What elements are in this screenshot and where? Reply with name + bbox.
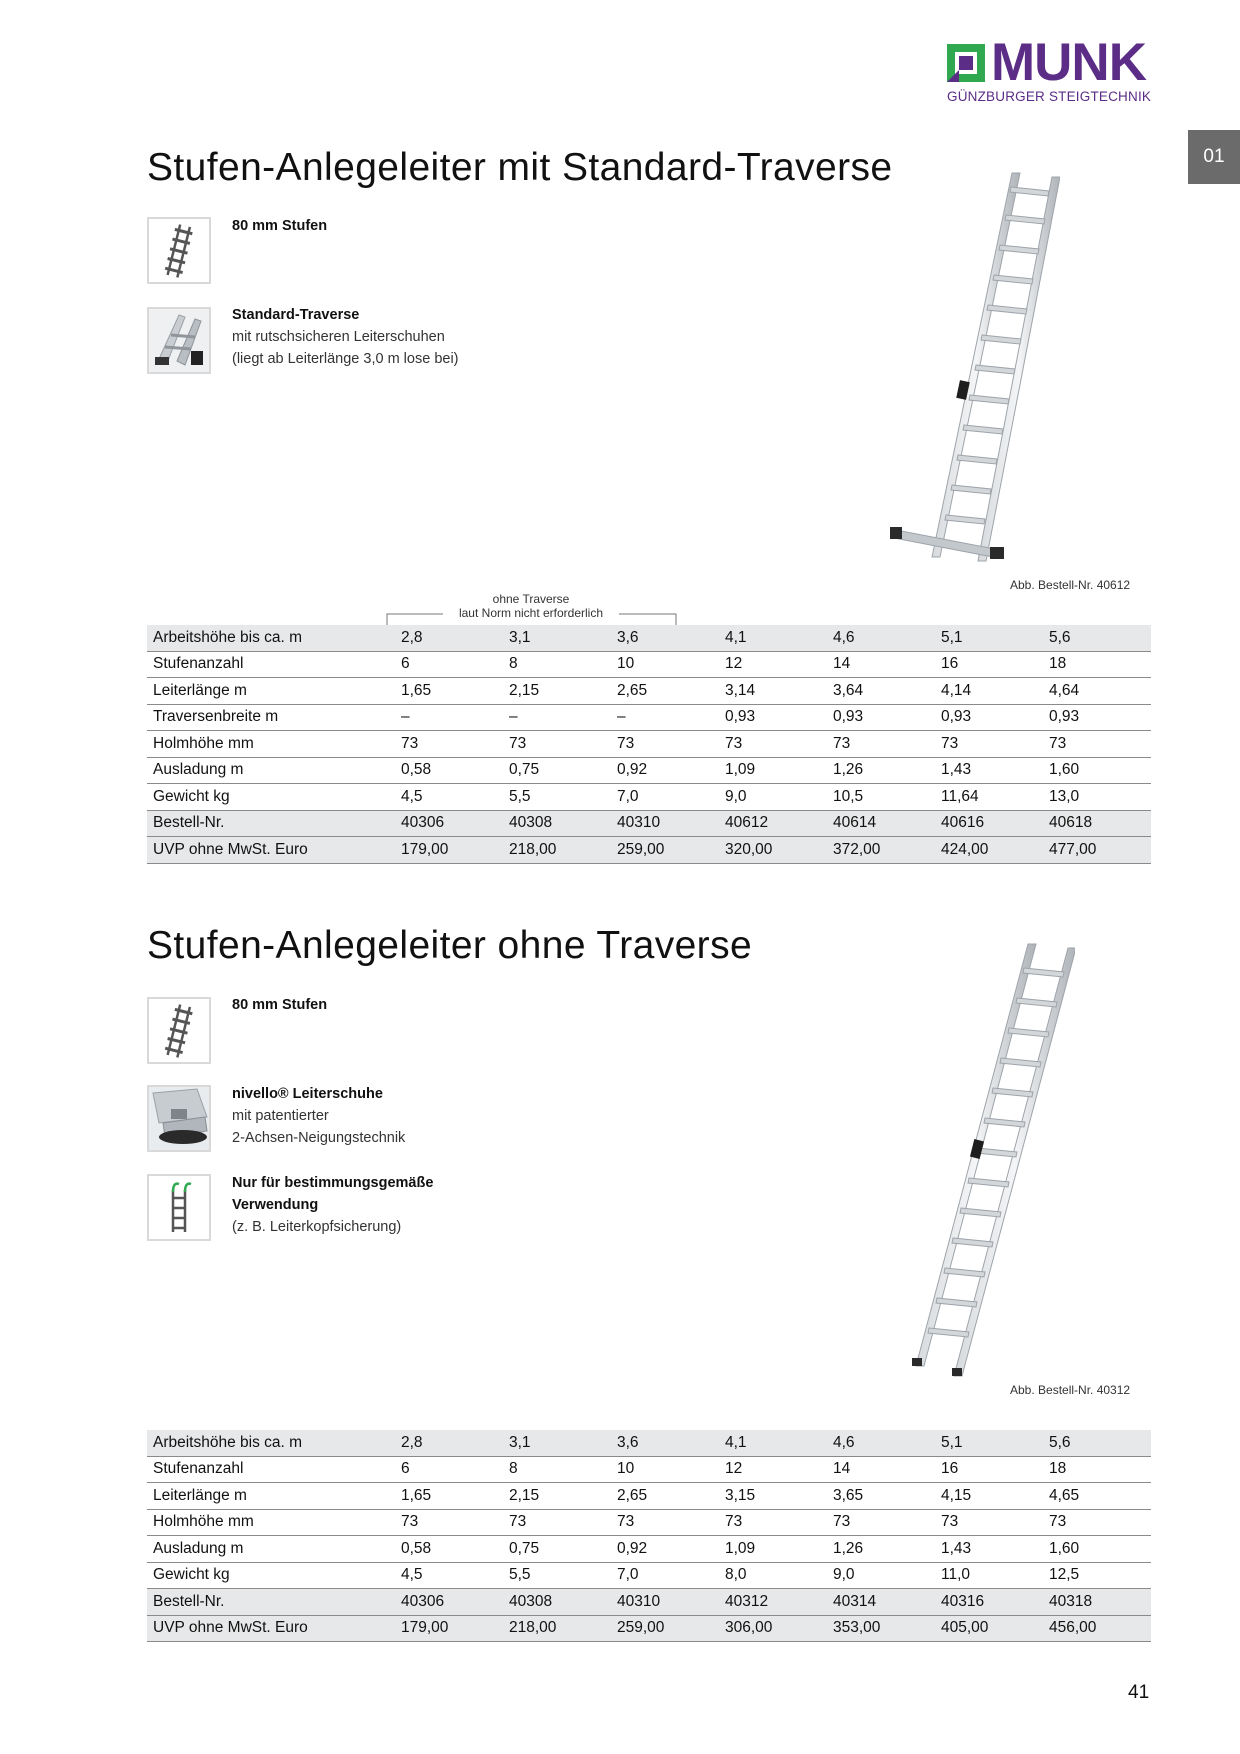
table-cell: 40618 [1043,810,1151,837]
table-cell: 5,6 [1043,1430,1151,1456]
table-cell: 5,1 [935,1430,1043,1456]
table-cell: 5,6 [1043,625,1151,651]
table-cell: 73 [935,1509,1043,1536]
table-cell: 1,65 [395,678,503,705]
table-cell: 320,00 [719,837,827,864]
table-cell: 0,75 [503,1536,611,1563]
munk-logo-mark-icon [947,44,985,82]
table-cell: 40306 [395,1589,503,1616]
feature-line: mit patentierter [232,1108,329,1124]
row-label: Leiterlänge m [147,1483,395,1510]
feature-icon-box [147,1085,211,1152]
table-cell: 10 [611,651,719,678]
table-cell: 456,00 [1043,1615,1151,1642]
table-cell: 18 [1043,651,1151,678]
feature-text [232,1083,405,1149]
table-row [147,1615,1151,1642]
table-cell: 40310 [611,810,719,837]
table-cell: 0,93 [719,704,827,731]
table-cell: 3,15 [719,1483,827,1510]
table-cell: 424,00 [935,837,1043,864]
table-row [147,1509,1151,1536]
table-cell: – [611,704,719,731]
chapter-tab: 01 [1188,130,1240,184]
table-cell: 0,75 [503,757,611,784]
table-cell: 7,0 [611,1562,719,1589]
table-cell: 4,1 [719,1430,827,1456]
table-cell: 40312 [719,1589,827,1616]
ladder-without-traverse-image [910,940,1075,1380]
table-cell: 18 [1043,1456,1151,1483]
table-row [147,625,1151,651]
table-cell: 3,65 [827,1483,935,1510]
table-cell: 259,00 [611,1615,719,1642]
feature-line: (liegt ab Leiterlänge 3,0 m lose bei) [232,351,459,367]
table-cell: 0,92 [611,757,719,784]
table-cell: 73 [1043,731,1151,758]
table-cell: 9,0 [719,784,827,811]
table-cell: 179,00 [395,1615,503,1642]
feature-line: 2-Achsen-Neigungstechnik [232,1130,406,1146]
table-cell: 73 [935,731,1043,758]
feature-title-2: Verwendung [232,1197,319,1213]
row-label: Ausladung m [147,757,395,784]
table-cell: 0,58 [395,757,503,784]
table-cell: 3,1 [503,1430,611,1456]
image-caption: Abb. Bestell-Nr. 40612 [1010,578,1131,592]
section2-title: Stufen-Anlegeleiter ohne Traverse [147,924,753,967]
table-cell: 5,1 [935,625,1043,651]
ladder-with-traverse-image [890,165,1060,570]
table-cell: 1,65 [395,1483,503,1510]
table-cell: 3,6 [611,1430,719,1456]
table-cell: 3,1 [503,625,611,651]
table-cell: 73 [503,1509,611,1536]
feature-line: (z. B. Leiterkopfsicherung) [232,1219,402,1235]
table-row [147,1562,1151,1589]
table-row [147,1589,1151,1616]
feature-title: nivello® Leiterschuhe [232,1086,383,1102]
table-cell: 0,93 [827,704,935,731]
row-label: Stufenanzahl [147,1456,395,1483]
logo-wordmark: MUNK [991,33,1146,92]
table-cell: 477,00 [1043,837,1151,864]
table-cell: 3,64 [827,678,935,705]
bracket-note-line1: ohne Traverse [492,592,570,606]
table-cell: 2,15 [503,678,611,705]
feature-title: 80 mm Stufen [232,218,328,234]
table-cell: 40316 [935,1589,1043,1616]
table-cell: 372,00 [827,837,935,864]
table-cell: 353,00 [827,1615,935,1642]
nivello-foot-photo-icon [149,1087,209,1150]
table-cell: 2,65 [611,1483,719,1510]
table-row [147,731,1151,758]
table-cell: 10 [611,1456,719,1483]
row-label: Holmhöhe mm [147,731,395,758]
bracket-line-icon [386,608,678,626]
feature-title: Standard-Traverse [232,307,360,323]
table-cell: 12,5 [1043,1562,1151,1589]
standard-traverse-photo-icon [149,309,209,372]
table-cell: 5,5 [503,1562,611,1589]
table-cell: 218,00 [503,1615,611,1642]
table-cell: 7,0 [611,784,719,811]
table-cell: 0,93 [935,704,1043,731]
table-cell: 40318 [1043,1589,1151,1616]
table-cell: 73 [719,1509,827,1536]
table-row [147,1456,1151,1483]
table-cell: 73 [719,731,827,758]
table-cell: 259,00 [611,837,719,864]
table-cell: 1,26 [827,757,935,784]
table-cell: 40616 [935,810,1043,837]
table-cell: 12 [719,651,827,678]
ladder-steps-icon [149,999,209,1062]
image-caption: Abb. Bestell-Nr. 40312 [1010,1383,1131,1397]
feature-icon-box [147,1174,211,1241]
table-cell: 0,92 [611,1536,719,1563]
feature-text [232,304,459,370]
feature-text [232,994,327,1016]
table-cell: 3,14 [719,678,827,705]
table-cell: 73 [395,731,503,758]
table-cell: 4,64 [1043,678,1151,705]
row-label: Gewicht kg [147,784,395,811]
table-cell: 73 [503,731,611,758]
row-label: Bestell-Nr. [147,810,395,837]
table-cell: 40306 [395,810,503,837]
table-cell: 0,93 [1043,704,1151,731]
row-label: Traversenbreite m [147,704,395,731]
ladder-steps-icon [149,219,209,282]
table-cell: 1,26 [827,1536,935,1563]
table-cell: 16 [935,1456,1043,1483]
row-label: Ausladung m [147,1536,395,1563]
table-cell: – [503,704,611,731]
table-cell: 179,00 [395,837,503,864]
table-cell: 2,8 [395,625,503,651]
table-cell: 4,6 [827,625,935,651]
table-cell: 3,6 [611,625,719,651]
table-cell: 40612 [719,810,827,837]
row-label: Stufenanzahl [147,651,395,678]
table-cell: 8,0 [719,1562,827,1589]
table-row [147,837,1151,864]
table-row [147,1483,1151,1510]
table-cell: 4,15 [935,1483,1043,1510]
feature-text [232,1172,433,1238]
table-cell: 2,15 [503,1483,611,1510]
table-cell: 11,0 [935,1562,1043,1589]
table-cell: 1,60 [1043,757,1151,784]
table-cell: 40308 [503,810,611,837]
table-cell: 4,5 [395,1562,503,1589]
table-cell: 6 [395,651,503,678]
table-cell: 1,09 [719,757,827,784]
section1-title: Stufen-Anlegeleiter mit Standard-Traverse [147,146,893,189]
table-cell: 0,58 [395,1536,503,1563]
table-cell: 8 [503,1456,611,1483]
feature-text [232,215,327,237]
table-cell: 14 [827,1456,935,1483]
table-cell: 9,0 [827,1562,935,1589]
table-cell: 4,5 [395,784,503,811]
table-cell: 2,65 [611,678,719,705]
feature-icon-box [147,307,211,374]
table-row [147,651,1151,678]
table-cell: 13,0 [1043,784,1151,811]
row-label: Bestell-Nr. [147,1589,395,1616]
table-cell: 306,00 [719,1615,827,1642]
table-cell: 73 [611,1509,719,1536]
table-cell: 6 [395,1456,503,1483]
row-label: Holmhöhe mm [147,1509,395,1536]
row-label: Arbeitshöhe bis ca. m [147,625,395,651]
table-cell: 8 [503,651,611,678]
spec-table-1 [147,625,1151,864]
table-cell: 2,8 [395,1430,503,1456]
table-row [147,1430,1151,1456]
table-cell: 10,5 [827,784,935,811]
table-cell: 11,64 [935,784,1043,811]
spec-table-2 [147,1430,1151,1642]
table-cell: 40310 [611,1589,719,1616]
table-cell: 5,5 [503,784,611,811]
row-label: Gewicht kg [147,1562,395,1589]
table-cell: 4,1 [719,625,827,651]
table-cell: 73 [1043,1509,1151,1536]
table-cell: 405,00 [935,1615,1043,1642]
table-cell: 40614 [827,810,935,837]
feature-line: mit rutschsicheren Leiterschuhen [232,329,445,345]
feature-title: 80 mm Stufen [232,997,328,1013]
row-label: Leiterlänge m [147,678,395,705]
table-cell: 73 [395,1509,503,1536]
table-cell: 12 [719,1456,827,1483]
ladder-hook-icon [149,1176,209,1239]
page-number: 41 [1128,1682,1150,1703]
bracket-note-line2: laut Norm nicht erforderlich [458,606,604,620]
table-cell: 1,60 [1043,1536,1151,1563]
table-cell: 1,43 [935,757,1043,784]
table-row [147,784,1151,811]
table-cell: 218,00 [503,837,611,864]
table-cell: 1,43 [935,1536,1043,1563]
feature-icon-box [147,217,211,284]
table-cell: 1,09 [719,1536,827,1563]
table-row [147,757,1151,784]
table-row [147,810,1151,837]
table-cell: 4,14 [935,678,1043,705]
table-cell: 4,6 [827,1430,935,1456]
table-cell: 40314 [827,1589,935,1616]
brand-logo [947,33,1153,110]
feature-title: Nur für bestimmungsgemäße [232,1175,434,1191]
table-cell: 73 [611,731,719,758]
table-cell: 14 [827,651,935,678]
table-row [147,1536,1151,1563]
table-cell: 73 [827,731,935,758]
logo-subtitle: GÜNZBURGER STEIGTECHNIK [947,89,1152,104]
row-label: Arbeitshöhe bis ca. m [147,1430,395,1456]
row-label: UVP ohne MwSt. Euro [147,1615,395,1642]
table-cell: 16 [935,651,1043,678]
row-label: UVP ohne MwSt. Euro [147,837,395,864]
table-row [147,704,1151,731]
table-cell: 4,65 [1043,1483,1151,1510]
table-row [147,678,1151,705]
table-cell: – [395,704,503,731]
feature-icon-box [147,997,211,1064]
table-cell: 40308 [503,1589,611,1616]
table-cell: 73 [827,1509,935,1536]
